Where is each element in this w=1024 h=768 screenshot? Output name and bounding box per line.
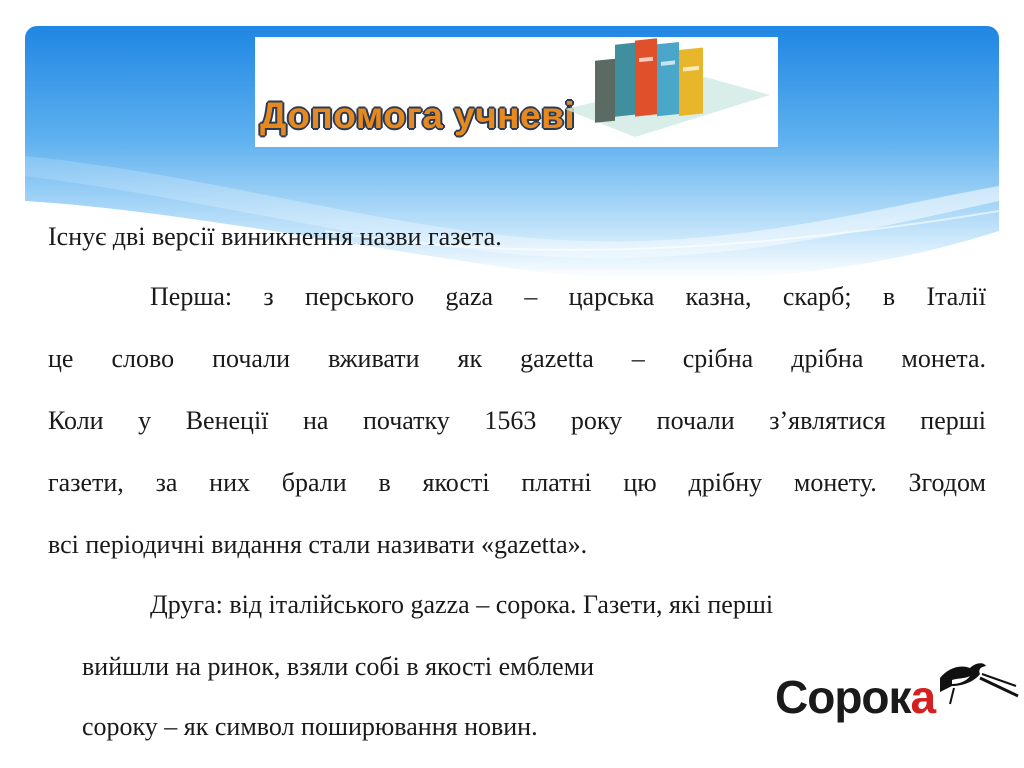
logo-word — [775, 670, 935, 724]
logo-word-accent: а — [910, 671, 936, 723]
paragraph-1-line: всі періодичні видання стали називати «gazetta». — [48, 530, 588, 559]
paragraph-1-line: це слово почали вживати як gazetta – срібна дрібна монета. — [48, 344, 986, 373]
paragraph-1-line: Коли у Венеції на початку 1563 року почали з’являтися перші — [48, 406, 986, 435]
logo-word-main: Сорок — [775, 671, 911, 723]
paragraph-1-line: Перша: з перського gaza – царська казна, скарб; в Італії — [150, 282, 986, 311]
banner-title: Допомога учневі — [260, 95, 576, 136]
soroka-logo — [770, 652, 1020, 732]
paragraph-2-line: вийшли на ринок, взяли собі в якості емблеми — [82, 652, 595, 681]
paragraph-2-line: сороку – як символ поширювання новин. — [82, 712, 538, 741]
books-icon — [555, 37, 778, 147]
paragraph-2-line: Друга: від італійського gazza – сорока. Газети, які перші — [150, 590, 774, 619]
intro-line: Існує дві версії виникнення назви газета. — [48, 222, 502, 251]
header-banner — [255, 37, 778, 147]
paragraph-1-line: газети, за них брали в якості платні цю дрібну монету. Згодом — [48, 468, 986, 497]
